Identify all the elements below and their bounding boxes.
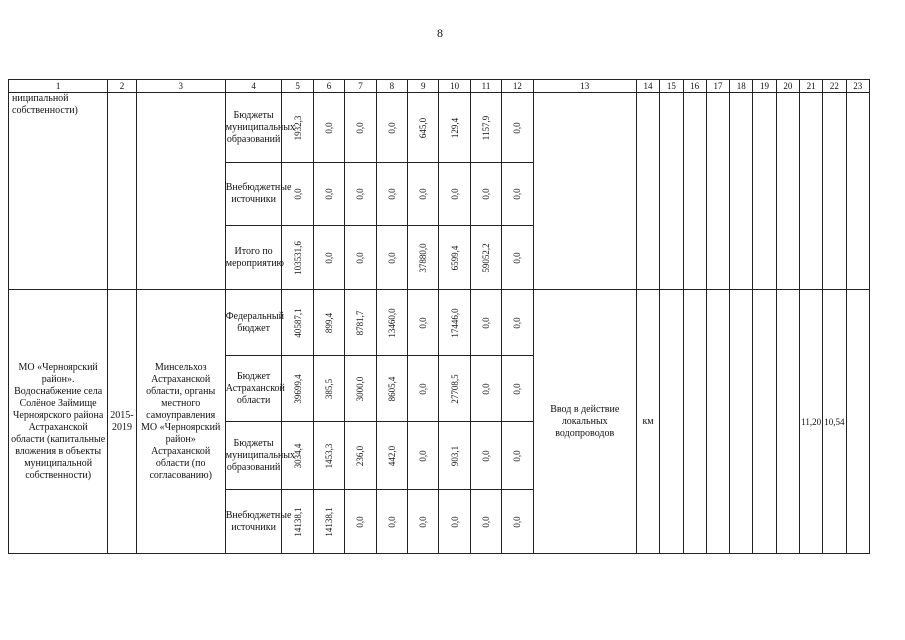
- value-cell: 0,0: [324, 251, 335, 264]
- value-cell: 0,0: [512, 121, 523, 134]
- value-cell: 0,0: [418, 316, 429, 329]
- value-cell: 0,0: [449, 515, 460, 528]
- value-cell: 39699,4: [292, 373, 303, 404]
- column-header: 10: [439, 80, 470, 93]
- value-cell: 14138,1: [292, 506, 303, 537]
- column-header: 17: [706, 80, 729, 93]
- funding-source: Бюджеты муниципальных образований: [225, 422, 282, 490]
- value-cell: 0,0: [386, 188, 397, 200]
- value-cell: 3034,4: [292, 443, 303, 468]
- column-header: 7: [345, 80, 376, 93]
- value-cell: 8605,4: [386, 376, 397, 401]
- value-cell: 0,0: [355, 515, 366, 528]
- value-cell: 3000,0: [355, 376, 366, 401]
- column-header: 14: [636, 80, 659, 93]
- value-cell: 0,0: [386, 121, 397, 134]
- column-header: 20: [776, 80, 799, 93]
- value-cell: 0,0: [418, 515, 429, 528]
- value-cell: 0,0: [292, 188, 303, 200]
- activity-name: МО «Черноярский район». Водоснабжение села Солёное Займище Черноярского района Астраханской области (капитальные вложения в объекты муниципальной собственности): [9, 290, 108, 554]
- value-cell: 0,0: [324, 188, 335, 200]
- value-cell: 0,0: [355, 121, 366, 134]
- column-header: 8: [376, 80, 407, 93]
- value-cell: 129,4: [449, 117, 460, 138]
- indicator-cell: [533, 93, 636, 290]
- funding-source: Итого по мероприятию: [225, 226, 282, 290]
- column-header: 1: [9, 80, 108, 93]
- value-cell: 899,4: [324, 312, 335, 333]
- value-cell: 645,0: [418, 117, 429, 138]
- value-cell: 1932,3: [292, 115, 303, 140]
- column-header: 3: [136, 80, 225, 93]
- value-cell: 0,0: [418, 449, 429, 462]
- value-cell: 0,0: [418, 382, 429, 395]
- value-cell: 0,0: [481, 382, 491, 395]
- period-cell: [108, 93, 136, 290]
- column-header: 6: [313, 80, 344, 93]
- column-header: 15: [660, 80, 683, 93]
- value-cell: 8781,7: [355, 310, 366, 335]
- column-header: 2: [108, 80, 136, 93]
- value-cell: 6599,4: [449, 245, 460, 270]
- page-number: 8: [437, 26, 443, 40]
- target-2018: 11,20: [799, 290, 822, 554]
- value-cell: 0,0: [386, 515, 397, 528]
- column-header: 16: [683, 80, 706, 93]
- value-cell: 0,0: [481, 188, 491, 200]
- column-header: 19: [753, 80, 776, 93]
- value-cell: 0,0: [481, 449, 491, 462]
- value-cell: 40587,1: [292, 307, 303, 338]
- column-header: 23: [846, 80, 869, 93]
- value-cell: 1157,9: [481, 115, 491, 140]
- value-cell: 0,0: [512, 515, 523, 528]
- column-header: 9: [408, 80, 439, 93]
- table-row: [9, 290, 870, 356]
- activity-name-cont: ниципальной собственности): [9, 93, 108, 290]
- value-cell: 0,0: [481, 316, 491, 329]
- column-header: 18: [730, 80, 753, 93]
- indicator-cell: Ввод в действие локальных водопроводов: [533, 290, 636, 554]
- header-row: [9, 80, 870, 93]
- value-cell: 13460,0: [386, 307, 397, 338]
- value-cell: 0,0: [512, 449, 523, 462]
- value-cell: 59052,2: [481, 242, 491, 273]
- value-cell: 17446,0: [449, 307, 460, 338]
- value-cell: 37880,0: [418, 242, 429, 273]
- column-header: 11: [470, 80, 501, 93]
- value-cell: 0,0: [512, 382, 523, 395]
- value-cell: 903,1: [449, 445, 460, 466]
- value-cell: 0,0: [512, 251, 523, 264]
- value-cell: 0,0: [481, 515, 491, 528]
- unit-cell: км: [636, 290, 659, 554]
- column-header: 13: [533, 80, 636, 93]
- funding-source: Внебюджетные источники: [225, 490, 282, 554]
- value-cell: 236,0: [355, 445, 366, 466]
- value-cell: 0,0: [386, 251, 397, 264]
- value-cell: 103531,6: [292, 240, 303, 275]
- period-cell: 2015-2019: [108, 290, 136, 554]
- executor-cell: [136, 93, 225, 290]
- value-cell: 27708,5: [449, 373, 460, 404]
- funding-source: Бюджет Астраханской области: [225, 356, 282, 422]
- column-header: 21: [799, 80, 822, 93]
- funding-source: Бюджеты муниципальных образований: [225, 93, 282, 163]
- value-cell: 0,0: [418, 188, 429, 200]
- target-2019: 10,54: [823, 290, 846, 554]
- executor-cell: Минсельхоз Астраханской области, органы местного самоуправления МО «Черноярский район» Астраханской области (по согласованию): [136, 290, 225, 554]
- table-row: [9, 93, 870, 163]
- value-cell: 0,0: [355, 251, 366, 264]
- funding-source: Федеральный бюджет: [225, 290, 282, 356]
- column-header: 22: [823, 80, 846, 93]
- value-cell: 0,0: [324, 121, 335, 134]
- value-cell: 442,0: [386, 445, 397, 466]
- value-cell: 14138,1: [324, 506, 335, 537]
- column-header: 12: [502, 80, 533, 93]
- value-cell: 0,0: [512, 188, 523, 200]
- value-cell: 1453,3: [324, 443, 335, 468]
- value-cell: 0,0: [449, 188, 460, 200]
- column-header: 5: [282, 80, 313, 93]
- value-cell: 0,0: [512, 316, 523, 329]
- value-cell: 0,0: [355, 188, 366, 200]
- value-cell: 385,5: [324, 378, 335, 399]
- column-header: 4: [225, 80, 282, 93]
- funding-source: Внебюджетные источники: [225, 163, 282, 226]
- budget-table: [8, 79, 870, 554]
